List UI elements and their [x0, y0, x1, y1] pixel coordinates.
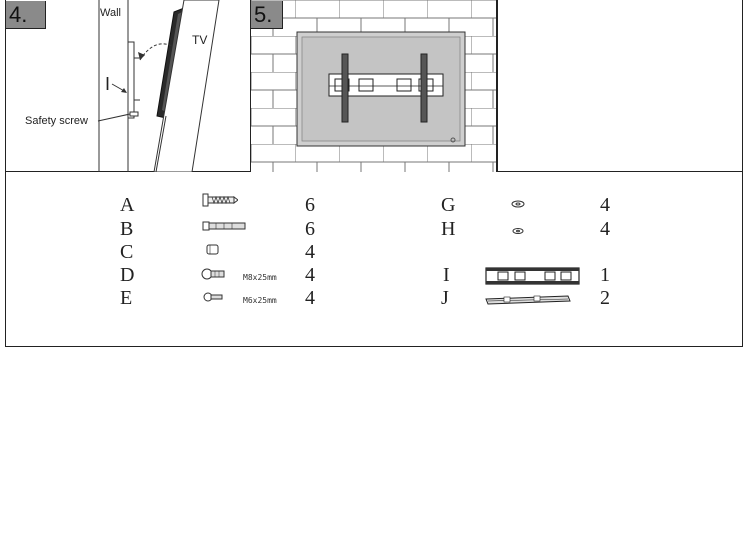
bolt-m8-icon [201, 268, 225, 280]
tv-label: TV [192, 33, 208, 47]
step-6-blank-panel [498, 0, 741, 170]
tv-bracket-arm-icon [484, 294, 572, 306]
part-size: M6x25mm [243, 296, 277, 305]
safety-screw-label: Safety screw [25, 115, 88, 127]
part-letter: H [441, 218, 456, 240]
step-4-number: 4. [6, 1, 46, 29]
washer-icon [511, 200, 525, 208]
part-letter: A [120, 194, 135, 216]
part-count: 4 [305, 264, 315, 286]
parts-list-frame [5, 172, 743, 347]
washer-small-icon [512, 227, 524, 235]
part-letter: I [443, 264, 450, 286]
wall-label: Wall [100, 7, 121, 19]
part-count: 4 [600, 218, 610, 240]
part-letter: J [441, 287, 449, 309]
bolt-m6-icon [203, 292, 223, 302]
mount-arrow-label: I [105, 74, 111, 94]
step-5-number: 5. [251, 1, 283, 29]
part-letter: D [120, 264, 135, 286]
part-count: 6 [305, 194, 315, 216]
part-count: 4 [600, 194, 610, 216]
wood-screw-icon [202, 193, 238, 207]
brick-wall-mounted-tv-illustration [251, 0, 496, 172]
part-letter: E [120, 287, 133, 309]
spacer-icon [206, 244, 220, 256]
wall-plate-icon [485, 266, 581, 286]
part-letter: B [120, 218, 134, 240]
part-count: 1 [600, 264, 610, 286]
part-count: 4 [305, 287, 315, 309]
part-letter: G [441, 194, 456, 216]
part-count: 6 [305, 218, 315, 240]
wall-mount-side-illustration [6, 0, 250, 172]
part-size: M8x25mm [243, 273, 277, 282]
part-letter: C [120, 241, 134, 263]
wall-anchor-icon [202, 221, 248, 231]
part-count: 4 [305, 241, 315, 263]
part-count: 2 [600, 287, 610, 309]
